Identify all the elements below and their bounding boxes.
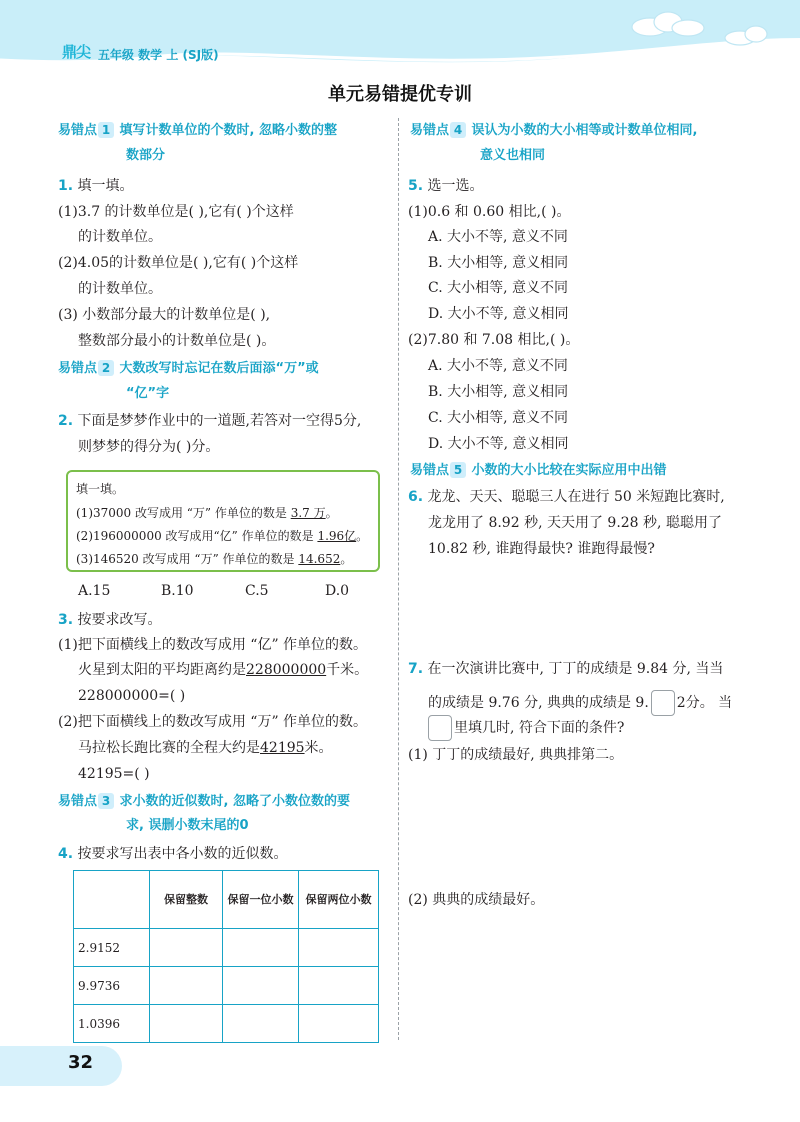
- homework-note-card: [66, 470, 380, 572]
- table-row-label: 2.9152: [74, 929, 150, 967]
- question-text: 下面是梦梦作业中的一道题,若答对一空得5分,: [77, 413, 362, 429]
- q7-1: (1) 丁丁的成绩最好, 典典排第二。: [408, 747, 624, 763]
- option-b[interactable]: B.10: [161, 583, 194, 599]
- q5-2-option-c[interactable]: C. 大小相等, 意义不同: [428, 410, 569, 426]
- note-title: 填一填。: [76, 482, 125, 496]
- question-text: 米。: [304, 740, 333, 756]
- question-2-line1: [58, 413, 361, 429]
- table-row-label: 9.9736: [74, 967, 150, 1005]
- tip-1: [58, 122, 337, 139]
- tip-2: [58, 360, 319, 377]
- q5-1-option-b[interactable]: B. 大小相等, 意义相同: [428, 255, 569, 271]
- tip-1-line2: 数部分: [126, 148, 166, 163]
- digit-box[interactable]: [651, 690, 675, 716]
- note-text: 。: [340, 552, 353, 566]
- note-item-3: [76, 550, 352, 567]
- q5-1-option-a[interactable]: A. 大小不等, 意义不同: [428, 229, 568, 245]
- tip-label: 易错点: [58, 361, 98, 376]
- question-number: 5.: [408, 178, 424, 194]
- question-number: 6.: [408, 489, 424, 505]
- note-answer: 1.96亿: [317, 529, 357, 543]
- q5-2-option-b[interactable]: B. 大小相等, 意义相同: [428, 384, 569, 400]
- question-number: 1.: [58, 178, 74, 194]
- tip-label: 易错点: [58, 794, 98, 809]
- tip-3: [58, 793, 350, 810]
- column-divider: [398, 118, 399, 1040]
- table-answer-cell[interactable]: [299, 967, 379, 1005]
- table-row: [74, 1005, 379, 1043]
- page-number-band: [0, 1046, 122, 1086]
- question-text: 填一填。: [77, 178, 134, 194]
- question-text: 在一次演讲比赛中, 丁丁的成绩是 9.84 分, 当当: [427, 661, 724, 677]
- tip-text: 填写计数单位的个数时, 忽略小数的整: [119, 123, 338, 138]
- q1-3-line2: 整数部分最小的计数单位是( )。: [78, 333, 276, 349]
- note-answer: 14.652: [298, 552, 341, 566]
- tip-text: 小数的大小比较在实际应用中出错: [471, 463, 667, 478]
- q1-2-line1: (2)4.05的计数单位是( ),它有( )个这样: [58, 255, 299, 271]
- page-title: 单元易错提优专训: [328, 84, 472, 105]
- table-header-cell: 保留整数: [150, 871, 223, 929]
- question-text: 选一选。: [427, 178, 484, 194]
- brand-logo: 鼎尖: [62, 43, 91, 61]
- tip-number-badge: 5: [450, 462, 466, 478]
- tip-label: 易错点: [410, 463, 450, 478]
- note-answer: 3.7 万: [290, 506, 326, 520]
- question-6-line3: 10.82 秒, 谁跑得最快? 谁跑得最慢?: [428, 541, 655, 557]
- tip-text: 误认为小数的大小相等或计数单位相同,: [471, 123, 698, 138]
- option-c[interactable]: C.5: [245, 583, 269, 599]
- note-text: 。: [325, 506, 338, 520]
- tip-number-badge: 3: [98, 793, 114, 809]
- table-answer-cell[interactable]: [150, 967, 223, 1005]
- table-row: [74, 967, 379, 1005]
- tip-5: [410, 462, 667, 479]
- table-header-row: [74, 871, 379, 929]
- tip-4: [410, 122, 698, 139]
- underlined-number: 42195: [260, 740, 305, 756]
- q5-1-stem: (1)0.6 和 0.60 相比,( )。: [408, 204, 571, 220]
- q5-2-option-d[interactable]: D. 大小不等, 意义相同: [428, 436, 569, 452]
- q5-2-stem: (2)7.80 和 7.08 相比,( )。: [408, 332, 580, 348]
- question-text: 马拉松长跑比赛的全程大约是: [78, 740, 260, 756]
- q5-1-option-d[interactable]: D. 大小不等, 意义相同: [428, 306, 569, 322]
- table-answer-cell[interactable]: [223, 1005, 299, 1043]
- tip-2-line2: “亿”字: [126, 386, 170, 401]
- note-item-2: [76, 527, 368, 544]
- table-answer-cell[interactable]: [150, 929, 223, 967]
- q1-1-line2: 的计数单位。: [78, 229, 162, 245]
- option-d[interactable]: D.0: [325, 583, 350, 599]
- question-text: 按要求写出表中各小数的近似数。: [77, 846, 288, 862]
- question-text: 2分。 当: [676, 695, 733, 711]
- q5-2-option-a[interactable]: A. 大小不等, 意义不同: [428, 358, 568, 374]
- q3-1-line1: (1)把下面横线上的数改写成用 “亿” 作单位的数。: [58, 637, 368, 653]
- question-7-line1: [408, 661, 723, 677]
- question-5-title: [408, 178, 484, 194]
- underlined-number: 228000000: [246, 662, 327, 678]
- tip-label: 易错点: [58, 123, 98, 138]
- note-text: (3)146520 改写成用 “万” 作单位的数是: [76, 552, 299, 566]
- question-text: 龙龙、天天、聪聪三人在进行 50 米短跑比赛时,: [427, 489, 725, 505]
- question-7-line2: [428, 689, 732, 717]
- note-text: (2)196000000 改写成用“亿” 作单位的数是: [76, 529, 318, 543]
- question-6-line2: 龙龙用了 8.92 秒, 天天用了 9.28 秒, 聪聪用了: [428, 515, 722, 531]
- q3-1-line2: [78, 662, 368, 678]
- tip-3-line2: 求, 误删小数末尾的0: [126, 818, 249, 833]
- table-header-cell: 保留一位小数: [223, 871, 299, 929]
- question-6-line1: [408, 489, 725, 505]
- tip-number-badge: 2: [98, 360, 114, 376]
- tip-number-badge: 1: [98, 122, 114, 138]
- option-a[interactable]: A.15: [78, 583, 111, 599]
- table-header-cell: 保留两位小数: [299, 871, 379, 929]
- tip-label: 易错点: [410, 123, 450, 138]
- tip-text: 求小数的近似数时, 忽略了小数位数的要: [119, 794, 351, 809]
- question-1-title: [58, 178, 134, 194]
- digit-box[interactable]: [428, 715, 452, 741]
- table-row: [74, 929, 379, 967]
- question-3-title: [58, 612, 162, 628]
- question-4-title: [58, 846, 288, 862]
- note-text: (1)37000 改写成用 “万” 作单位的数是: [76, 506, 291, 520]
- question-number: 2.: [58, 413, 74, 429]
- q3-2-line1: (2)把下面横线上的数改写成用 “万” 作单位的数。: [58, 714, 368, 730]
- table-answer-cell[interactable]: [223, 967, 299, 1005]
- note-text: 。: [356, 529, 369, 543]
- table-answer-cell[interactable]: [299, 1005, 379, 1043]
- table-answer-cell[interactable]: [299, 929, 379, 967]
- table-answer-cell[interactable]: [150, 1005, 223, 1043]
- table-row-label: 1.0396: [74, 1005, 150, 1043]
- tip-text: 大数改写时忘记在数后面添“万”或: [119, 361, 319, 376]
- q7-2: (2) 典典的成绩最好。: [408, 892, 545, 908]
- q3-2-answer[interactable]: 42195=( ): [78, 766, 150, 782]
- question-text: 的成绩是 9.76 分, 典典的成绩是 9.: [428, 695, 649, 711]
- question-number: 4.: [58, 846, 74, 862]
- question-number: 7.: [408, 661, 424, 677]
- note-item-1: [76, 504, 338, 521]
- q1-3-line1: (3) 小数部分最大的计数单位是( ),: [58, 307, 271, 323]
- question-number: 3.: [58, 612, 74, 628]
- question-7-line3: [428, 714, 624, 742]
- approximation-table: [73, 870, 379, 1043]
- tip-4-line2: 意义也相同: [480, 148, 546, 163]
- q1-2-line2: 的计数单位。: [78, 281, 162, 297]
- question-2-line2: 则梦梦的得分为( )分。: [78, 439, 220, 455]
- question-text: 千米。: [326, 662, 369, 678]
- question-text: 按要求改写。: [77, 612, 162, 628]
- q3-1-answer[interactable]: 228000000=( ): [78, 688, 186, 704]
- table-header-cell: [74, 871, 150, 929]
- series-label: 五年级 数学 上 (SJ版): [98, 48, 219, 62]
- page-number: 32: [68, 1052, 94, 1073]
- question-text: 里填几时, 符合下面的条件?: [454, 720, 625, 736]
- q1-1-line1: (1)3.7 的计数单位是( ),它有( )个这样: [58, 204, 294, 220]
- q3-2-line2: [78, 740, 333, 756]
- q5-1-option-c[interactable]: C. 大小相等, 意义不同: [428, 280, 569, 296]
- tip-number-badge: 4: [450, 122, 466, 138]
- question-text: 火星到太阳的平均距离约是: [78, 662, 246, 678]
- table-answer-cell[interactable]: [223, 929, 299, 967]
